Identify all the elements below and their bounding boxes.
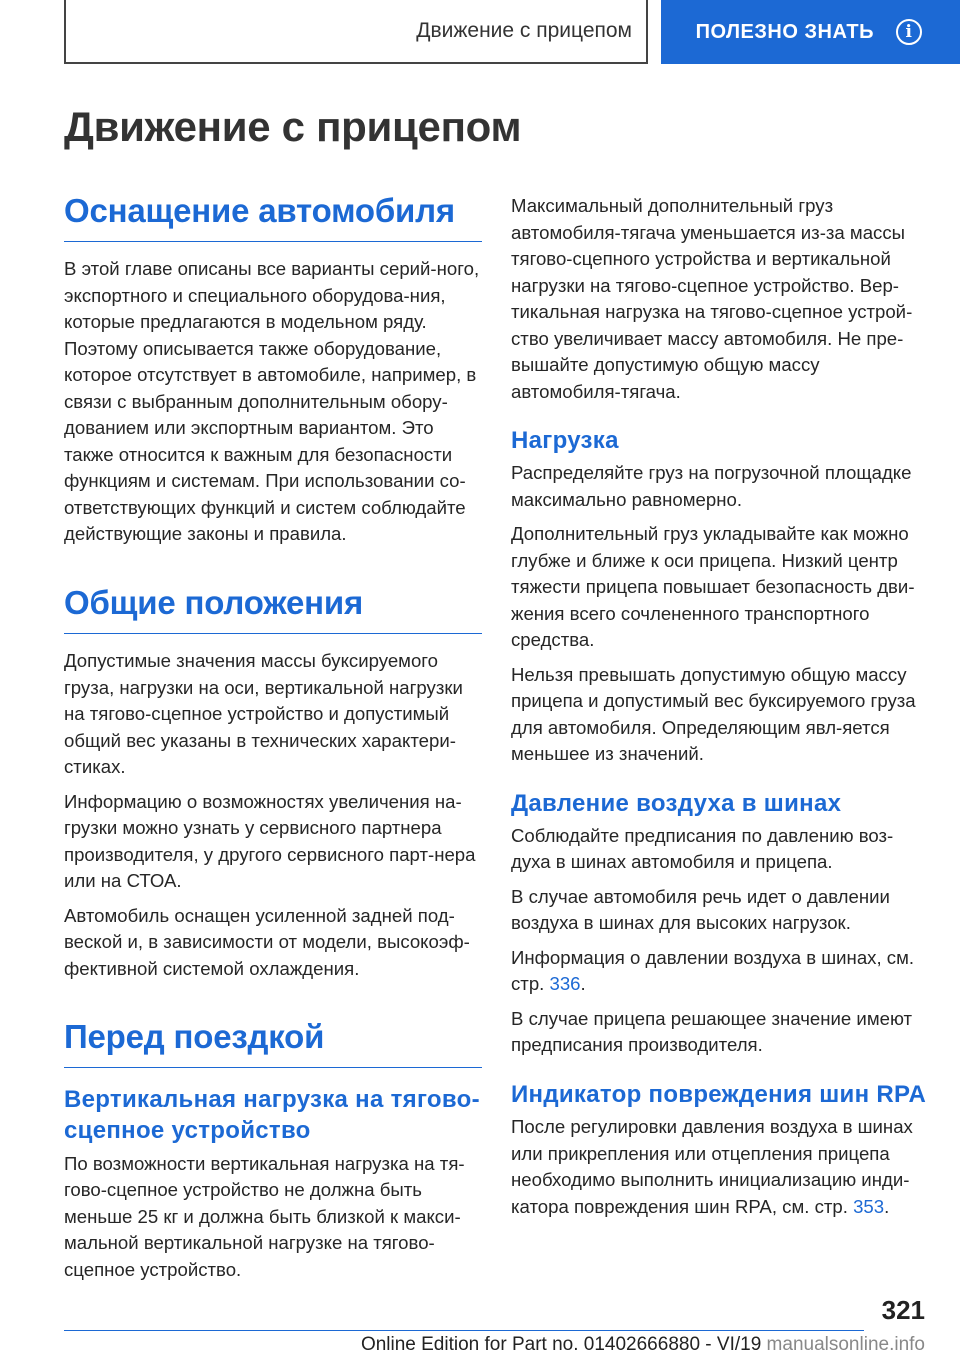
paragraph	[511, 945, 929, 998]
paragraph: По возможности вертикальная нагрузка на тя-гово-сцепное устройство не должна быть меньше 25 кг и должна быть близкой к макси-мальной вертикальной нагрузке на тягово-сцепное устройство.	[64, 1152, 465, 1280]
footer-edition	[361, 1334, 925, 1356]
page-link-336[interactable]: 336	[549, 973, 581, 995]
heading-equipment: Оснащение автомобиля	[64, 192, 455, 229]
edition-text: Online Edition for Part no. 01402666880 - VI/19	[360, 1334, 762, 1355]
left-column	[64, 190, 482, 1291]
brand-watermark: manualsonline.info	[766, 1334, 925, 1355]
text: Информация о давлении воздуха в шинах, см. стр.	[511, 946, 915, 995]
paragraph: Допустимые значения массы буксируемого груза, нагрузки на оси, вертикальной нагрузки на тягово-сцепное устройство и допустимый общий вес указаны в технических характери-стиках.	[64, 650, 463, 777]
text: .	[884, 1195, 890, 1217]
subheading-vertical-load: Вертикальная нагрузка на тягово-сцепное устройство	[64, 1086, 480, 1145]
section-heading-equipment	[64, 190, 482, 242]
section-heading-general	[64, 582, 482, 634]
paragraph: В этой главе описаны все варианты серий-ного, экспортного и специального оборудова-ния, которые предлагаются в модельном ряду. Поэтому описывается также оборудование, которое отсутствует в автомобиле, например, в связи с выбранным дополнительным обору-дованием или экспортным вариантом. Это также относится к важным для безопасности функциям и системам. При использовании со-ответствующих функций и систем соблюдайте действующие законы и правила.	[64, 258, 480, 545]
subheading-load: Нагрузка	[511, 427, 619, 454]
paragraph: В случае прицепа решающее значение имеют предписания производителя.	[511, 1007, 912, 1056]
info-icon: i	[896, 19, 922, 45]
text: После регулировки давления воздуха в шинах или прикрепления или отцепления прицепа необходимо выполнить инициализацию инди-катора повреждения шин RPA, см. стр.	[511, 1116, 913, 1217]
page-title: Движение с прицепом	[64, 103, 522, 150]
paragraph: Распределяйте груз на погрузочной площадке максимально равномерно.	[511, 462, 912, 510]
paragraph: Автомобиль оснащен усиленной задней под-веской и, в зависимости от модели, высокоэф-фективной системой охлаждения.	[64, 904, 470, 979]
chapter-tab[interactable]	[64, 0, 648, 64]
section-heading-before-trip	[64, 1016, 482, 1068]
section-tab[interactable]	[661, 0, 960, 64]
text: .	[580, 973, 586, 995]
heading-general: Общие положения	[64, 583, 364, 621]
paragraph: В случае автомобиля речь идет о давлении воздуха в шинах для высоких нагрузок.	[511, 885, 890, 934]
paragraph: Дополнительный груз укладывайте как можно глубже и ближе к оси прицепа. Низкий центр тяжести прицепа повышает безопасность дви-жения всего сочлененного транспортного средства.	[511, 523, 915, 651]
right-column	[511, 193, 929, 1228]
paragraph: Соблюдайте предписания по давлению воз-духа в шинах автомобиля и прицепа.	[511, 824, 894, 873]
page-number: 321	[881, 1295, 925, 1325]
heading-before-trip: Перед поездкой	[64, 1018, 325, 1055]
chapter-tab-label: Движение с прицепом	[416, 19, 632, 42]
page-link-353[interactable]: 353	[853, 1195, 885, 1217]
paragraph	[511, 1114, 929, 1220]
paragraph: Максимальный дополнительный груз автомобиля-тягача уменьшается из-за массы тягово-сцепного устройства и вертикальной нагрузки на тягово-сцепное устройство. Вер-тикальная нагрузка на тягово-сцепное устрой-ство увеличивает массу автомобиля. Не пре-вышайте допустимую общую массу автомобиля-тягача.	[511, 195, 913, 402]
section-tab-label: ПОЛЕЗНО ЗНАТЬ	[695, 20, 874, 43]
paragraph: Нельзя превышать допустимую общую массу прицепа и допустимый вес буксируемого груза для автомобиля. Определяющим явл-яется меньшее из значений.	[511, 663, 916, 765]
subheading-tire-pressure: Давление воздуха в шинах	[511, 789, 842, 817]
subheading-rpa: Индикатор повреждения шин RPA	[511, 1080, 927, 1108]
footer-divider	[64, 1330, 864, 1331]
paragraph: Информацию о возможностях увеличения на-грузки можно узнать у сервисного партнера производителя, у другого сервисного парт-нера или на СТОА.	[64, 790, 476, 891]
